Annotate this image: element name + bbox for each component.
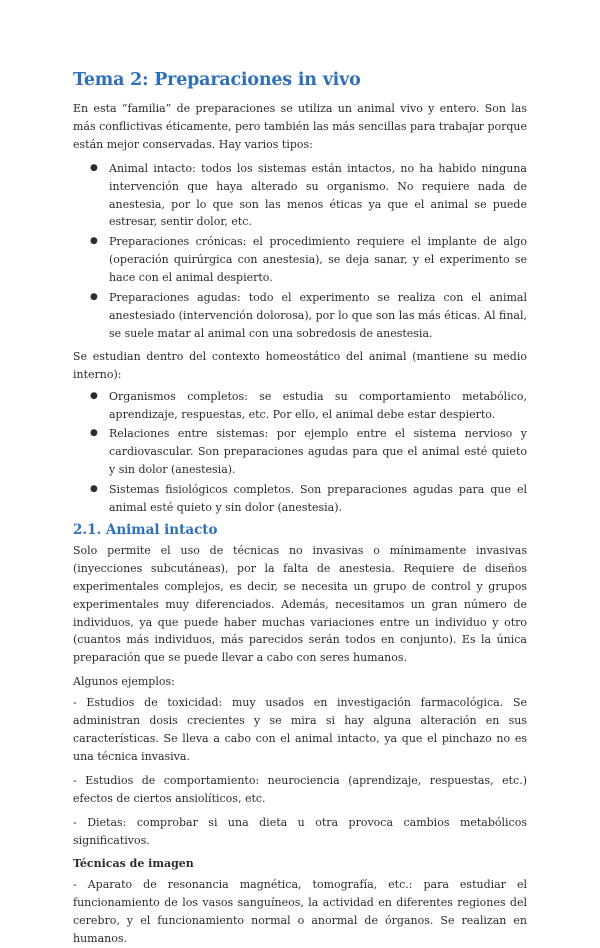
- bullet-icon: ●: [90, 428, 98, 439]
- preparation-types-list: [73, 160, 527, 343]
- list-item: ● Preparaciones agudas: todo el experimento se realiza con el animal anestesiado (intervención dolorosa), por lo que son las más éticas. Al final, se suele matar al animal con una sobredosis de anestesia.: [90, 291, 527, 340]
- bullet-icon: ●: [90, 162, 98, 173]
- examples-label: Algunos ejemplos:: [73, 675, 175, 689]
- list-item: ● Relaciones entre sistemas: por ejemplo entre el sistema nervioso y cardiovascular. Son preparaciones agudas para que el animal esté quieto y sin dolor (anestesia).: [90, 427, 527, 477]
- example-paragraph: - Dietas: comprobar si una dieta u otra provoca cambios metabólicos significativos.: [73, 815, 527, 847]
- example-paragraph: - Estudios de comportamiento: neurociencia (aprendizaje, respuestas, etc.) efectos de ciertos ansiolíticos, etc.: [73, 773, 527, 805]
- list-item: ● Animal intacto: todos los sistemas están intactos, no ha habido ninguna intervención que haya alterado su organismo. No requiere nada de anestesia, por lo que son las menos éticas ya que el animal se puede estresar, sentir dolor, etc.: [90, 161, 527, 229]
- intro-paragraph: En esta “familia” de preparaciones se utiliza un animal vivo y entero. Son las más conflictivas éticamente, pero también las más sencillas para trabajar porque están mejor conservadas. Hay varios tipos:: [73, 102, 528, 151]
- bullet-icon: ●: [90, 236, 98, 247]
- imaging-paragraph: - Aparato de resonancia magnética, tomografía, etc.: para estudiar el funcionamiento de los vasos sanguíneos, la actividad en diferentes regiones del cerebro, y el funcionamiento normal o anormal de órganos. Se realizan en humanos.: [73, 878, 527, 946]
- list-item: ● Preparaciones crónicas: el procedimiento requiere el implante de algo (operación quirúrgica con anestesia), se deja sanar, y el experimento se hace con el animal despierto.: [90, 235, 527, 285]
- list-item: ● Sistemas fisiológicos completos. Son preparaciones agudas para que el animal esté quieto y sin dolor (anestesia).: [90, 483, 527, 515]
- example-paragraph: - Estudios de toxicidad: muy usados en investigación farmacológica. Se administran dosis crecientes y se mira si hay alguna alteración en sus características. Se lleva a cabo con el animal intacto, ya que el pinchazo no es una técnica invasiva.: [73, 696, 527, 763]
- bullet-icon: ●: [90, 390, 98, 401]
- page-title: Tema 2: Preparaciones in vivo: [73, 70, 361, 90]
- section-heading: 2.1. Animal intacto: [73, 521, 218, 538]
- bullet-icon: ●: [90, 292, 98, 303]
- context-list: [73, 388, 527, 517]
- section-paragraph: Solo permite el uso de técnicas no invasivas o mínimamente invasivas (inyecciones subcutáneas), por la falta de anestesia. Requiere de diseños experimentales complejos, es decir, se necesita un grupo de control y grupos experimentales muy diferenciados. Además, necesitamos un gran número de individuos, ya que puede haber muchas variaciones entre un individuo y otro (cuantos más individuos, más parecidos serán todos en conjunto). Es la única preparación que se puede llevar a cabo con seres humanos.: [73, 543, 527, 665]
- list-item: ● Organismos completos: se estudia su comportamiento metabólico, aprendizaje, respuestas, etc. Por ello, el animal debe estar despierto.: [90, 389, 527, 421]
- subsection-heading: Técnicas de imagen: [73, 857, 194, 871]
- bullet-icon: ●: [90, 484, 98, 495]
- context-paragraph: Se estudian dentro del contexto homeostático del animal (mantiene su medio interno):: [73, 349, 527, 381]
